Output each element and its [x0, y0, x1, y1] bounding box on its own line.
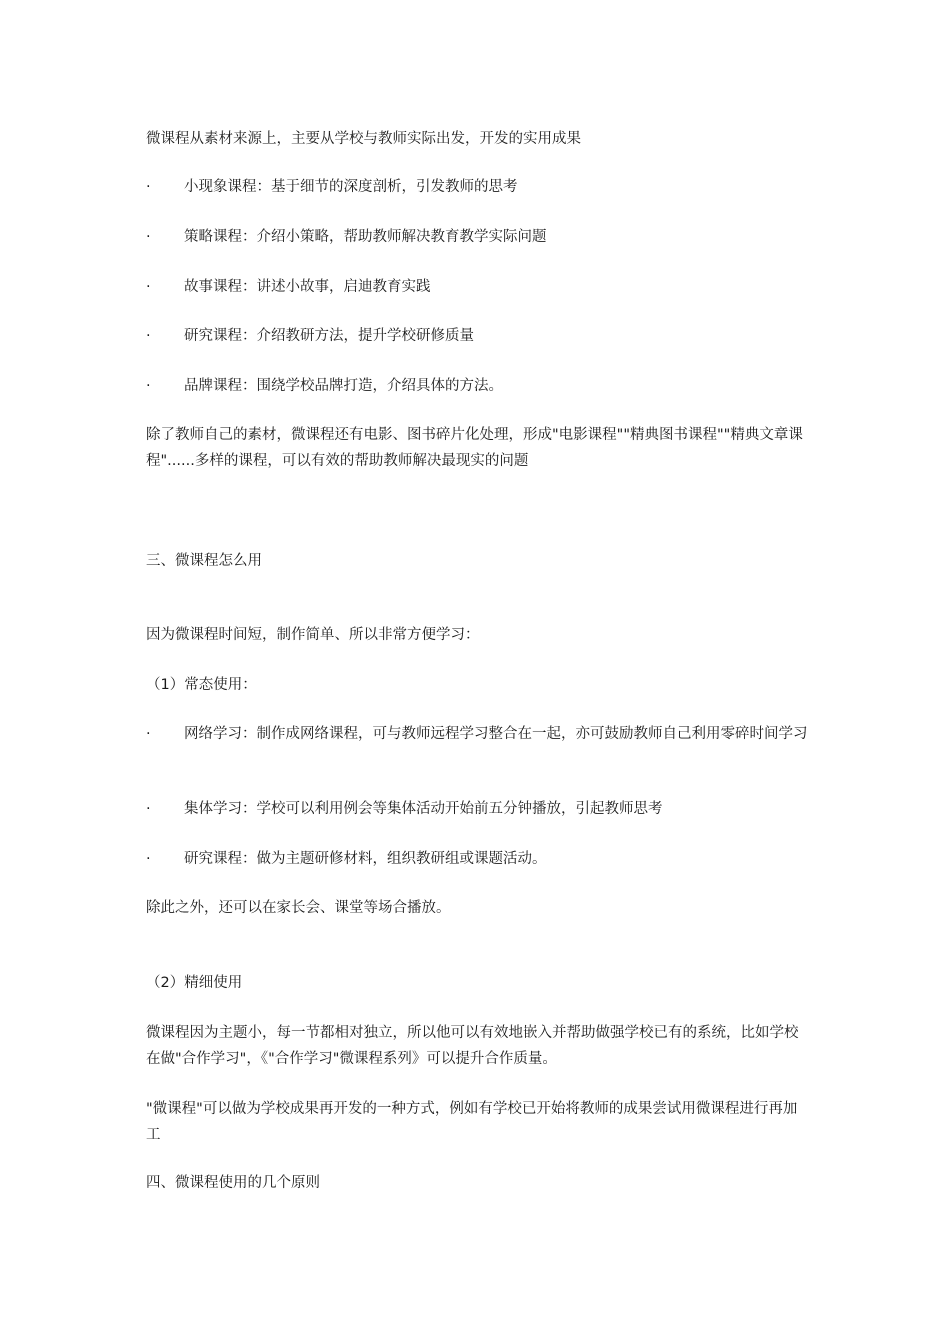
paragraph-redevelopment: "微课程"可以做为学校成果再开发的一种方式，例如有学校已开始将教师的成果尝试用微课程进行再加工: [146, 1101, 798, 1143]
subheading-refined-use: （2）精细使用: [146, 975, 243, 991]
bullet-marker: ·: [146, 726, 151, 742]
list-item-text: 研究课程：做为主题研修材料，组织教研组或课题活动。: [184, 851, 547, 867]
subheading-regular-use: （1）常态使用：: [146, 677, 257, 693]
list-item-text: 网络学习：制作成网络课程，可与教师远程学习整合在一起，亦可鼓励教师自己利用零碎时间学习: [184, 726, 808, 742]
list-item: [146, 323, 810, 349]
bullet-marker: ·: [146, 328, 151, 344]
list-item: [146, 274, 810, 300]
list-item: [146, 174, 810, 200]
list-item-text: 策略课程：介绍小策略，帮助教师解决教育教学实际问题: [184, 229, 547, 245]
paragraph-other-materials: 除了教师自己的素材，微课程还有电影、图书碎片化处理，形成"电影课程""精典图书课程""精典文章课程"......多样的课程，可以有效的帮助教师解决最现实的问题: [146, 427, 803, 469]
bullet-marker: ·: [146, 279, 151, 295]
paragraph-other-occasions: 除此之外，还可以在家长会、课堂等场合播放。: [146, 900, 451, 916]
list-item-text: 研究课程：介绍教研方法，提升学校研修质量: [184, 328, 474, 344]
paragraph-material-source: 微课程从素材来源上，主要从学校与教师实际出发，开发的实用成果: [146, 131, 581, 147]
list-item: [146, 846, 810, 872]
bullet-marker: ·: [146, 179, 151, 195]
list-item-text: 故事课程：讲述小故事，启迪教育实践: [184, 279, 431, 295]
paragraph-easy-learning: 因为微课程时间短，制作简单、所以非常方便学习：: [146, 627, 480, 643]
list-item-text: 品牌课程：围绕学校品牌打造，介绍具体的方法。: [184, 378, 503, 394]
section-heading-how-to-use: 三、微课程怎么用: [146, 553, 262, 569]
bullet-marker: ·: [146, 851, 151, 867]
section-heading-principles: 四、微课程使用的几个原则: [146, 1175, 320, 1191]
bullet-marker: ·: [146, 229, 151, 245]
list-item: [146, 721, 810, 747]
list-item: [146, 796, 810, 822]
bullet-marker: ·: [146, 801, 151, 817]
list-item: [146, 224, 810, 250]
list-item-text: 小现象课程：基于细节的深度剖析，引发教师的思考: [184, 179, 518, 195]
bullet-marker: ·: [146, 378, 151, 394]
list-item-text: 集体学习：学校可以利用例会等集体活动开始前五分钟播放，引起教师思考: [184, 801, 663, 817]
paragraph-embedding: 微课程因为主题小，每一节都相对独立，所以他可以有效地嵌入并帮助做强学校已有的系统，比如学校在做"合作学习"，《"合作学习"微课程系列》可以提升合作质量。: [146, 1025, 799, 1067]
list-item: [146, 373, 810, 399]
